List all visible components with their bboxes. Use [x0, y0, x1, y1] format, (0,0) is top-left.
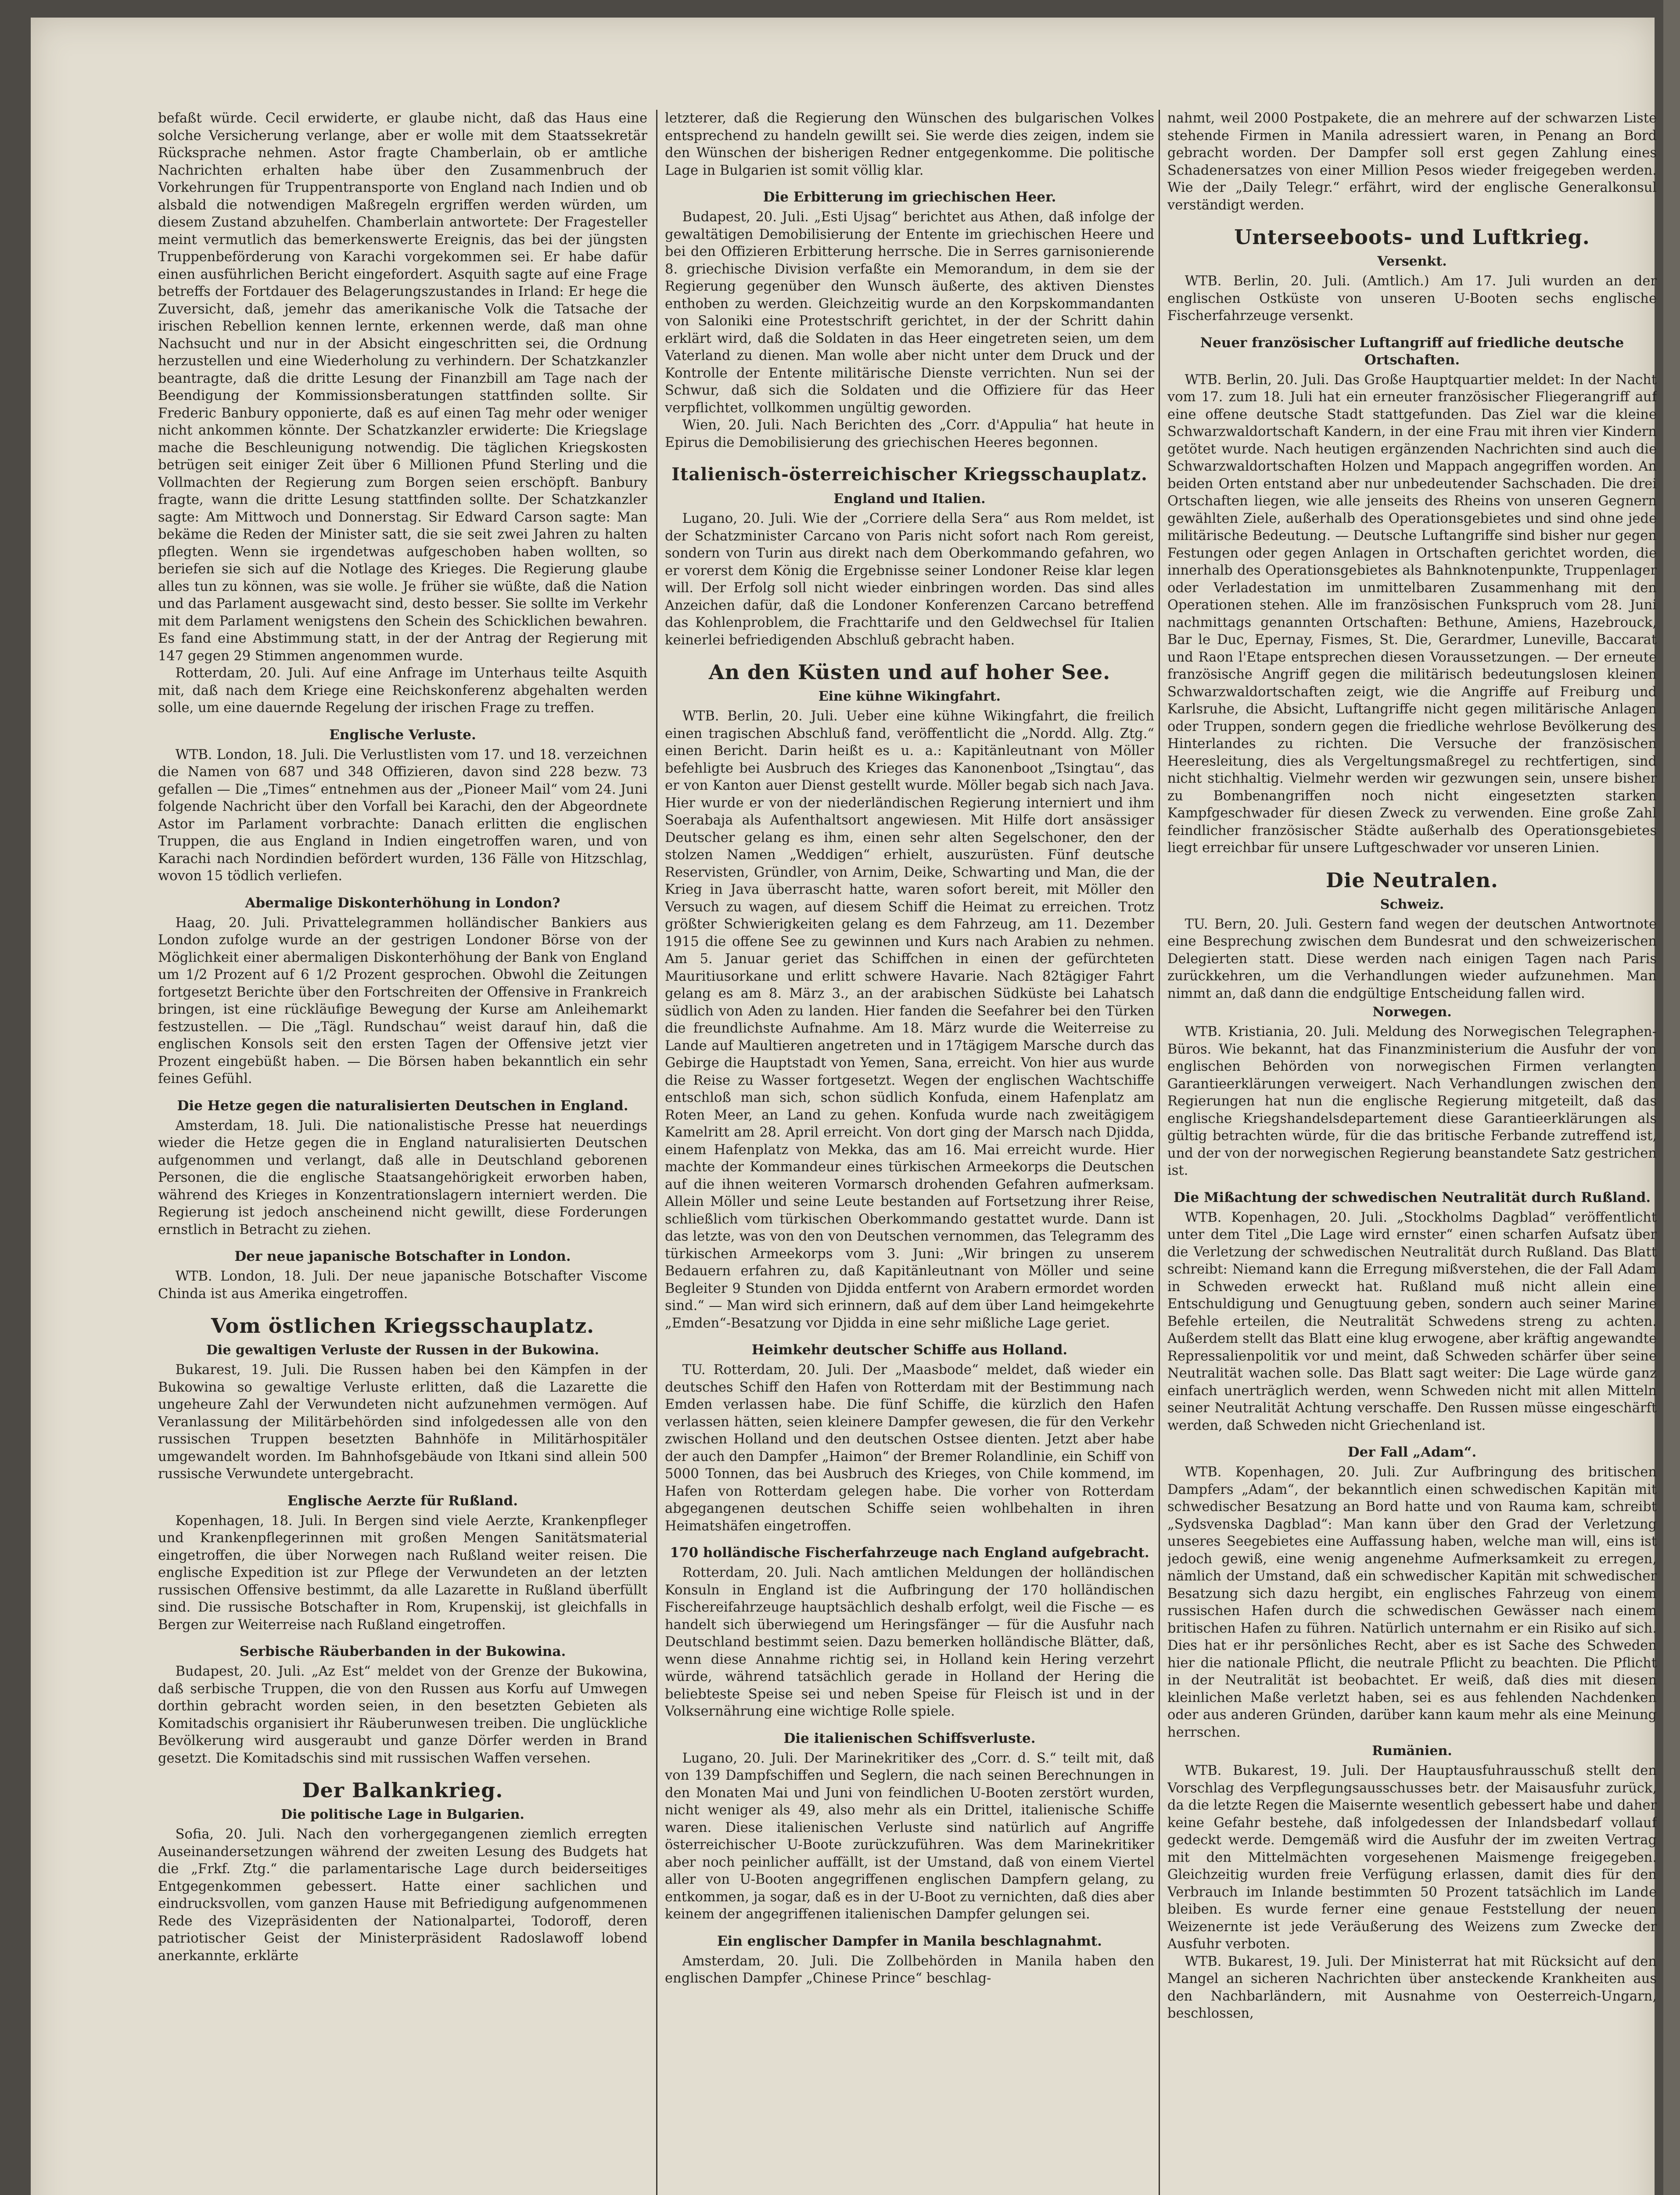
section-heading: Der Balkankrieg. [302, 1778, 503, 1802]
article-text: Lugano, 20. Juli. Wie der „Corriere della Sera“ aus Rom meldet, ist der Schatzminister Carcano von Paris nicht sofort nach Rom gereist, sondern von Turin aus direkt nach dem Oberkommando gefahren, wo er vorerst dem König die Ergebnisse seiner Londoner Reise klar legen will. Der Erfolg soll nicht wieder einbringen worden. Das sind alles Anzeichen dafür, daß die Londoner Konferenzen Carcano betreffend das Kohlenproblem, die Frachttarife und den Geldwechsel für Italien keinerlei befriedigenden Abschluß gebracht haben. [665, 511, 1154, 648]
article-text: Budapest, 20. Juli. „Az Est“ meldet von der Grenze der Bukowina, daß serbische Truppen, die von den Russen aus Korfu auf Umwegen dorthin gebracht worden seien, in den besetzten Gebieten als Komitadschis organisiert ihr Räuberunwesen treiben. Die unglückliche Bevölkerung wird ausgeraubt und ganze Dörfer werden in Brand gesetzt. Die Komitadschis sind mit russischen Waffen versehen. [158, 1664, 647, 1766]
article-text: WTB. Bukarest, 19. Juli. Der Hauptausfuhrausschuß stellt den Vorschlag des Verpflegungsausschusses betr. der Maisausfuhr zurück, da die letzte Regen die Maisernte wesentlich gebessert habe und daher keine Gefahr bestehe, daß infolgedessen der Inlandsbedarf vollauf gedeckt werde. Demgemäß wird die Ausfuhr der im zweiten Vertrag mit den Mittelmächten vorgesehenen Maismenge freigegeben. Gleichzeitig wurden freie Verfügung erlassen, damit dies für den Verbrauch im Inlande bestimmten 50 Prozent tatsächlich im Lande bleiben. Es wurde ferner eine genaue Feststellung der neuen Weizenernte ist jede Veräußerung des Weizens zum Zwecke der Ausfuhr verboten. [1167, 1763, 1657, 1952]
article-heading: 170 holländische Fischerfahrzeuge nach England aufgebracht. [670, 1545, 1149, 1561]
article-text: TU. Bern, 20. Juli. Gestern fand wegen der deutschen Antwortnote eine Besprechung zwischen dem Bundesrat und den schweizerischen Delegierten statt. Diese werden nach einigen Tagen nach Paris zurückkehren, um die Verhandlungen wieder aufzunehmen. Man nimmt an, daß dann die endgültige Entscheidung fallen wird. [1167, 916, 1657, 1001]
section-subheading: Norwegen. [1372, 1004, 1452, 1020]
column-rule [656, 110, 657, 2195]
section-heading: An den Küsten und auf hoher See. [708, 660, 1111, 684]
section-heading: Die Neutralen. [1326, 868, 1498, 892]
article-text: WTB. Kopenhagen, 20. Juli. „Stockholms Dagblad“ veröffentlicht unter dem Titel „Die Lage wird ernster“ einen scharfen Aufsatz über die Verletzung der schwedischen Neutralität durch Rußland. Das Blatt schreibt: Niemand kann die Erregung mißverstehen, die der Fall Adam in Schweden erweckt hat. Rußland muß nicht allein eine Entschuldigung und Genugtuung geben, sondern auch seiner Marine Befehle erteilen, die Neutralität Schwedens streng zu achten. Außerdem stellt das Blatt eine klug erwogene, aber kräftig angewandte Repressalienpolitik vor und meint, daß Schweden schärfer über seine Neutralität wachen solle. Das Blatt sagt weiter: Die Lage würde ganz einfach unerträglich werden, wenn Schweden nicht mit allen Mitteln seiner Neutralität Achtung verschaffe. Den Russen müsse eingeschärft werden, daß Schweden nicht Griechenland ist. [1167, 1209, 1657, 1433]
article-heading: Der Fall „Adam“. [1347, 1444, 1477, 1460]
article-text: Rotterdam, 20. Juli. Auf eine Anfrage im Unterhaus teilte Asquith mit, daß nach dem Kriege eine Reichskonferenz abgehalten werden solle, um eine dauernde Regelung der irischen Frage zu treffen. [158, 666, 647, 716]
article-heading: Heimkehr deutscher Schiffe aus Holland. [751, 1342, 1068, 1358]
article-text: WTB. London, 18. Juli. Der neue japanische Botschafter Viscome Chinda ist aus Amerika eingetroffen. [158, 1269, 647, 1302]
binding-edge [1663, 0, 1680, 2195]
column-3 [1167, 110, 1657, 2195]
section-heading: Unterseeboots- und Luftkrieg. [1234, 225, 1590, 249]
article-heading: Neuer französischer Luftangriff auf friedliche deutsche Ortschaften. [1200, 335, 1624, 368]
column-rule [1159, 110, 1160, 2195]
article-text: TU. Rotterdam, 20. Juli. Der „Maasbode“ meldet, daß wieder ein deutsches Schiff den Hafen von Rotterdam mit der Bestimmung nach Emden verlassen habe. Die fünf Schiffe, die kürzlich den Hafen verlassen hätten, seien kleinere Dampfer gewesen, die für den Verkehr zwischen Holland und den deutschen Ostsee dienten. Jetzt aber habe der auch den Dampfer „Haimon“ der Bremer Rolandlinie, ein Schiff von 5000 Tonnen, das bei Ausbruch des Krieges, von Chile kommend, im Hafen von Rotterdam gelegen habe. Die vorher von Rotterdam abgegangenen deutschen Schiffe seien wohlbehalten in ihren Heimatshäfen eingetroffen. [665, 1362, 1154, 1534]
section-subheading: England und Italien. [833, 491, 986, 507]
section-subheading: Schweiz. [1380, 896, 1444, 912]
column-2 [665, 110, 1154, 2195]
section-subheading: Eine kühne Wikingfahrt. [818, 689, 1001, 704]
article-text: WTB. London, 18. Juli. Die Verlustlisten vom 17. und 18. verzeichnen die Namen von 687 und 348 Offizieren, davon sind 228 bezw. 73 gefallen — Die „Times“ entnehmen aus der „Pioneer Mail“ vom 24. Juni folgende Nachricht über den Vorfall bei Karachi, den der Abgeordnete Astor im Parlament vorbrachte: Danach erlitten die englischen Truppen, die aus England in Indien eingetroffen waren, und von Karachi nach Nordindien befördert wurden, 136 Fälle von Hitzschlag, wovon 15 tödlich verliefen. [158, 747, 647, 884]
article-text: WTB. Kristiania, 20. Juli. Meldung des Norwegischen Telegraphen-Büros. Wie bekannt, hat das Finanzministerium die Ausfuhr der von englischen Behörden von norwegischen Firmen verlangten Garantieerklärungen verweigert. Nach Verhandlungen zwischen den Regierungen hat nun die englische Regierung mitgeteilt, daß das englische Kriegshandelsdepartement diese Garantieerklärungen als gültig betrachten würde, für die das britische Ferbande zutreffend ist, und der von der norwegischen Regierung beanstandete Satz gestrichen ist. [1167, 1024, 1657, 1178]
article-text: WTB. Berlin, 20. Juli. Das Große Hauptquartier meldet: In der Nacht vom 17. zum 18. Juli hat ein erneuter französischer Fliegerangriff auf eine offene deutsche Stadt stattgefunden. Das Ziel war die kleine Schwarzwaldortschaft Kandern, in der eine Frau mit ihren vier Kindern getötet wurde. Nach heutigen ergänzenden Nachrichten sind auch die Schwarzwaldortschaften Holzen und Mappach angegriffen worden. An beiden Orten entstand aber nur unbedeutender Sachschaden. Die drei Ortschaften liegen, wie alle jenseits des Rheins von unseren Gegnern gewählten Ziele, außerhalb des Operationsgebietes und sind ohne jede militärische Bedeutung. — Deutsche Luftangriffe sind bisher nur gegen Festungen oder gegen Anlagen in Ortschaften gerichtet worden, die innerhalb des Operationsgebietes als Bahnknotenpunkte, Truppenlager oder Verladestation im unmittelbaren Zusammenhang mit den Operationen stehen. Alle im französischen Funkspruch vom 28. Juni nachmittags genannten Ortschaften: Bethune, Amiens, Hazebrouck, Bar le Duc, Epernay, Fismes, St. Die, Gerardmer, Luneville, Baccarat und Raon l'Etape entsprechen diesen Voraussetzungen. — Der erneute französische Angriff gegen die militärisch bedeutungslosen kleinen Schwarzwaldortschaften zeigt, wie die Angriffe auf Freiburg und Karlsruhe, die Absicht, Luftangriffe nicht gegen militärische Anlagen oder Truppen, sondern gegen die friedliche wehrlose Bevölkerung des Hinterlandes zu richten. Die Versuche der französischen Heeresleitung, dies als Vergeltungsmaßregel zu rechtfertigen, sind nicht stichhaltig. Vielmehr werden wir gezwungen sein, unsere bisher zu Bombenangriffen noch nicht eingesetzten starken Kampfgeschwader für diesen Zweck zu verwenden. Eine große Zahl feindlicher französischer Städte außerhalb des Operationsgebietes liegt erreichbar für unsere Luftgeschwader vor unseren Linien. [1167, 372, 1657, 856]
article-text: WTB. Bukarest, 19. Juli. Der Ministerrat hat mit Rücksicht auf den Mangel an sicheren Nachrichten über ansteckende Krankheiten aus den Nachbarländern, mit Ausnahme von Oesterreich-Ungarn, beschlossen, [1167, 1954, 1657, 2021]
section-heading: Vom östlichen Kriegsschauplatz. [211, 1314, 595, 1338]
article-heading: Die Mißachtung der schwedischen Neutralität durch Rußland. [1173, 1189, 1651, 1205]
article-text: Amsterdam, 18. Juli. Die nationalistische Presse hat neuerdings wieder die Hetze gegen die in England naturalisierten Deutschen aufgenommen und verlangt, daß alle in Deutschland geborenen Personen, die die englische Staatsangehörigkeit erworben haben, während des Krieges in Konzentrationslagern interniert werden. Die Regierung ist jedoch anscheinend nicht gewillt, diese Forderungen ernstlich in Betracht zu ziehen. [158, 1118, 647, 1238]
article-heading: Englische Aerzte für Rußland. [287, 1493, 518, 1509]
article-text: WTB. Berlin, 20. Juli. (Amtlich.) Am 17. Juli wurden an der englischen Ostküste von unseren U-Booten sechs englische Fischerfahrzeuge versenkt. [1167, 273, 1657, 324]
article-text: befaßt würde. Cecil erwiderte, er glaube nicht, daß das Haus eine solche Versicherung verlange, aber er wolle mit dem Staatssekretär Rücksprache nehmen. Astor fragte Chamberlain, ob er amtliche Nachrichten erhalten habe über den Zusammenbruch der Vorkehrungen für Truppentransporte von England nach Indien und ob alsbald die notwendigen Maßregeln ergriffen werden würden, um diesem Zustand abzuhelfen. Chamberlain antwortete: Der Fragesteller meint vermutlich das bemerkenswerte Ereignis, das bei der jüngsten Truppenbeförderung von Karachi vorgekommen sei. Er habe dafür einen ausführlichen Bericht eingefordert. Asquith sagte auf eine Frage betreffs der Fortdauer des Belagerungszustandes in Irland: Er hege die Zuversicht, daß, jemehr das amerikanische Volk die Tatsache der irischen Rebellion kennen lernte, erkennen werde, daß man ohne Nachsucht und nur in der Absicht eingeschritten sei, die Ordnung herzustellen und eine Wiederholung zu verhindern. Der Schatzkanzler beantragte, daß die dritte Lesung der Finanzbill am Tage nach der Beendigung der Kommissionsberatungen stattfinden sollte. Sir Frederic Banbury opponierte, daß es auf einen Tag mehr oder weniger nicht ankommen könnte. Der Schatzkanzler erwiderte: Die Kriegslage mache die Beschleunigung notwendig. Die täglichen Kriegskosten betrügen seit einiger Zeit über 6 Millionen Pfund Sterling und die Vollmachten der Regierung zum Borgen seien erschöpft. Banbury fragte, wann die dritte Lesung stattfinden sollte. Der Schatzkanzler sagte: Am Mittwoch und Donnerstag. Sir Edward Carson sagte: Man bekäme die Reden der Minister satt, die sie seit zwei Jahren zu halten pflegten. Wenn sie irgendetwas aufgeschoben haben wollten, so beriefen sie sich auf die Notlage des Krieges. Die Regierung glaube alles tun zu können, was sie wolle. Je früher sie wüßte, daß die Nation und das Parlament ausgewacht sind, desto besser. Sie sollte im Verkehr mit dem Parlament wenigstens den Schein des Schicklichen bewahren. Es fand eine Abstimmung statt, in der der Antrag der Regierung mit 147 gegen 29 Stimmen angenommen wurde. [158, 111, 647, 664]
article-text: Sofia, 20. Juli. Nach den vorhergegangenen ziemlich erregten Auseinandersetzungen während der zweiten Lesung des Budgets hat die „Frkf. Ztg.“ die parlamentarische Lage durch beiderseitiges Entgegenkommen gebessert. Hatte einer sachlichen und eindrucksvollen, vom ganzen Hause mit Befriedigung aufgenommenen Rede des Vizepräsidenten der Nationalpartei, Todoroff, deren patriotischer Geist der Ministerpräsident Radoslawoff lobend anerkannte, erklärte [158, 1827, 647, 1964]
section-subheading: Rumänien. [1372, 1743, 1452, 1759]
article-text: Haag, 20. Juli. Privattelegrammen holländischer Bankiers aus London zufolge wurde an der gestrigen Londoner Börse von der Möglichkeit einer abermaligen Diskonterhöhung der Bank von England um 1/2 Prozent auf 6 1/2 Prozent gesprochen. Obwohl die Zeitungen fortgesetzt Berichte über den Fortschreiten der Offensive in Frankreich bringen, ist eine rückläufige Bewegung der Kurse am Anleihemarkt festzustellen. — Die „Tägl. Rundschau“ weist darauf hin, daß die englischen Konsols seit den ersten Tagen der Offensive jetzt vier Prozent eingebüßt haben. — Die Börsen haben bekanntlich ein sehr feines Gefühl. [158, 915, 647, 1087]
column-1 [158, 110, 647, 2195]
article-text: Wien, 20. Juli. Nach Berichten des „Corr. d'Appulia“ hat heute in Epirus die Demobilisierung des griechischen Heeres begonnen. [665, 417, 1154, 450]
article-text: Bukarest, 19. Juli. Die Russen haben bei den Kämpfen in der Bukowina so gewaltige Verluste erlitten, daß die Lazarette die ungeheure Zahl der Verwundeten nicht aufzunehmen vermögen. Auf Veranlassung der Militärbehörden sind infolgedessen alle von den russischen Truppen besetzten Bahnhöfe in Militärhospitäler umgewandelt worden. Im Bahnhofsgebäude von Itkani sind allein 500 russische Verwundete untergebracht. [158, 1362, 647, 1482]
article-heading: Die italienischen Schiffsverluste. [783, 1730, 1036, 1746]
section-subheading: Die politische Lage in Bulgarien. [281, 1807, 524, 1822]
article-text: WTB. Kopenhagen, 20. Juli. Zur Aufbringung des britischen Dampfers „Adam“, der bekanntlich einen schwedischen Kapitän mit schwedischer Besatzung an Bord hatte und von Rauma kam, schreibt „Sydsvenska Dagblad“: Man kann über den Grad der Verletzung unseres Seegebietes eine Auffassung haben, welche man will, eins ist jedoch gewiß, eine wenig angenehme Aufmerksamkeit zu erregen, nämlich der Umstand, daß ein schwedischer Kapitän mit schwedischer Besatzung sich dazu hergibt, ein englisches Fahrzeug von einem russischen Hafen durch die schwedischen Gewässer nach einem britischen Hafen zu führen. Natürlich unternahm er ein Risiko auf sich. Dies hat er ihr persönliches Recht, aber es ist Sache des Schweden hier die nationale Pflicht, die neutrale Pflicht zu beachten. Die Pflicht in der Neutralität ist beobachtet. Er weiß, daß dies mit diesen kleinlichen Maße verletzt haben, sei es aus fehlenden Nachdenken oder aus anderen Gründen, darüber kann kaum mehr als eine Meinung herrschen. [1167, 1465, 1657, 1740]
article-text: Kopenhagen, 18. Juli. In Bergen sind viele Aerzte, Krankenpfleger und Krankenpflegerinnen mit großen Mengen Sanitätsmaterial eingetroffen, die über Norwegen nach Rußland weiter reisen. Die englische Expedition ist zur Pflege der Verwundeten an der letzten russischen Offensive bestimmt, da alle Lazarette in Rußland überfüllt sind. Die russische Botschafter in Rom, Krupenskij, ist gleichfalls in Bergen zur Weiterreise nach Rußland eingetroffen. [158, 1513, 647, 1633]
article-text: Lugano, 20. Juli. Der Marinekritiker des „Corr. d. S.“ teilt mit, daß von 139 Dampfschiffen und Seglern, die nach seinen Berechnungen in den Monaten Mai und Juni von feindlichen U-Booten zerstört wurden, nicht weniger als 49, also mehr als ein Drittel, italienische Schiffe waren. Diese italienischen Verluste sind natürlich auf Angriffe österreichischer U-Boote zurückzuführen. Was dem Marinekritiker aber noch peinlicher auffällt, ist der Umstand, daß von einem Viertel aller von U-Booten angegriffenen englischen Dampfern gelang, zu entkommen, ja sogar, daß es in der U-Boot zu vernichten, daß dies aber keinem der angegriffenen italienischen Dampfer gelungen sei. [665, 1750, 1154, 1922]
article-text: letzterer, daß die Regierung den Wünschen des bulgarischen Volkes entsprechend zu handeln gewillt sei. Sie werde dies zeigen, indem sie den Wünschen der bisherigen Redner entgegenkomme. Die politische Lage in Bulgarien ist somit völlig klar. [665, 111, 1154, 178]
article-heading: Abermalige Diskonterhöhung in London? [245, 895, 560, 911]
section-heading: Italienisch-österreichischer Kriegsschauplatz. [671, 464, 1148, 485]
article-text: Amsterdam, 20. Juli. Die Zollbehörden in Manila haben den englischen Dampfer „Chinese Prince“ beschlag- [665, 1953, 1154, 1986]
article-heading: Die Hetze gegen die naturalisierten Deutschen in England. [177, 1098, 628, 1114]
section-subheading: Versenkt. [1377, 254, 1447, 269]
article-heading: Die Erbitterung im griechischen Heer. [763, 189, 1056, 205]
article-heading: Ein englischer Dampfer in Manila beschlagnahmt. [717, 1933, 1102, 1949]
article-heading: Der neue japanische Botschafter in London. [234, 1249, 571, 1264]
article-text: nahmt, weil 2000 Postpakete, die an mehrere auf der schwarzen Liste stehende Firmen in Manila adressiert waren, in Penang an Bord gebracht worden. Der Dampfer soll erst gegen Zahlung eines Schadenersatzes von einer Million Pesos wieder freigegeben werden. Wie der „Daily Telegr.“ erfährt, wird der englische Generalkonsul verständigt werden. [1167, 111, 1657, 213]
article-heading: Serbische Räuberbanden in der Bukowina. [239, 1644, 566, 1659]
section-subheading: Die gewaltigen Verluste der Russen in der Bukowina. [206, 1342, 599, 1358]
article-text: WTB. Berlin, 20. Juli. Ueber eine kühne Wikingfahrt, die freilich einen tragischen Abschluß fand, veröffentlicht die „Nordd. Allg. Ztg.“ einen Bericht. Darin heißt es u. a.: Kapitänleutnant von Möller befehligte bei Ausbruch des Krieges das Kanonenboot „Tsingtau“, das er von Kanton auer Dienst gestellt wurde. Möller begab sich nach Java. Hier wurde er von der niederländischen Regierung interniert und ihm Soerabaja als Aufenthaltsort angewiesen. Mit Hilfe dort ansässiger Deutscher gelang es ihm, einen sehr alten Segelschoner, den der stolzen Namen „Weddigen“ erhielt, auszurüsten. Fünf deutsche Reservisten, Gründler, von Arnim, Deike, Schwarting und Man, die der Krieg in Java überrascht hatte, waren sofort bereit, mit Möller den Versuch zu wagen, auf diesem Schiff die Heimat zu erreichen. Trotz größter Schwierigkeiten gelang es dem Fahrzeug, am 11. Dezember 1915 die offene See zu gewinnen und Kurs nach Arabien zu nehmen. Am 5. Januar geriet das Schiffchen in einen der gefürchteten Mauritiusorkane und erlitt schwere Havarie. Nach 82tägiger Fahrt gelang es am 8. März 3., an der arabischen Südküste bei Lahatsch südlich von Aden zu landen. Hier fanden die Seefahrer bei den Türken die freundlichste Aufnahme. Am 18. März wurde die Weiterreise zu Lande auf Maultieren angetreten und in 17tägigem Marsche durch das Gebirge die Hauptstadt von Yemen, Sana, erreicht. Von hier aus wurde die Reise zu Wasser fortgesetzt. Wegen der englischen Wachtschiffe entschloß man sich, schon südlich Konfuda, einem Hafenplatz am Roten Meer, an Land zu gehen. Konfuda wurde nach zweitägigem Kamelritt am 28. April erreicht. Von dort ging der Marsch nach Djidda, einem Hafenplatz von Mekka, das am 16. Mai erreicht wurde. Hier machte der Kommandeur eines türkischen Armeekorps die Deutschen auf die ihnen weiteren Vormarsch drohenden Gefahren aufmerksam. Allein Möller und seine Leute bestanden auf Fortsetzung ihrer Reise, schließlich vom türkischen Oberkommando gestattet wurde. Dann ist das letzte, was von den von Deutschen vernommen, das Telegramm des türkischen Armeekorps vom 3. Juni: „Wir bringen zu unserem Bedauern erfahren zu, daß Kapitänleutnant von Möller und seine Begleiter 9 Stunden von Djidda entfernt von Arabern ermordet worden sind.“ — Man wird sich erinnern, daß auf dem über Land heimgekehrte „Emden“-Besatzung vor Djidda in eine sehr mißliche Lage geriet. [665, 709, 1154, 1331]
article-text: Rotterdam, 20. Juli. Nach amtlichen Meldungen der holländischen Konsuln in England ist die Aufbringung der 170 holländischen Fischereifahrzeuge hauptsächlich deshalb erfolgt, weil die Fische — es handelt sich überwiegend um Heringsfänger — für die Ausfuhr nach Deutschland bestimmt seien. Dazu bemerken holländische Blätter, daß, wenn diese Annahme richtig sei, in Holland kein Hering verzehrt würde, während tatsächlich gerade in Holland der Hering die beliebteste Speise sei und neben Speise für Fleisch ist und in der Volksernährung eine wichtige Rolle spiele. [665, 1565, 1154, 1719]
article-heading: Englische Verluste. [329, 727, 476, 743]
article-text: Budapest, 20. Juli. „Esti Ujsag“ berichtet aus Athen, daß infolge der gewaltätigen Demobilisierung der Entente im griechischen Heere und bei den Offizieren Erbitterung herrsche. Die in Serres garnisonierende 8. griechische Division verfaßte ein Memorandum, in dem sie der Regierung gegenüber den Wunsch äußerte, des aktiven Dienstes enthoben zu werden. Gleichzeitig wurde an den Korpskommandanten von Saloniki eine Protestschrift gerichtet, in der der Schritt dahin erklärt wird, daß die Soldaten in das Heer eingetreten seien, um dem Vaterland zu dienen. Man wolle aber nicht unter dem Druck und der Kontrolle der Entente militärische Dienste verrichten. Nun sei der Schwur, daß sich die Soldaten und die Offiziere für das Heer verpflichtet, vollkommen ungültig geworden. [665, 209, 1154, 416]
